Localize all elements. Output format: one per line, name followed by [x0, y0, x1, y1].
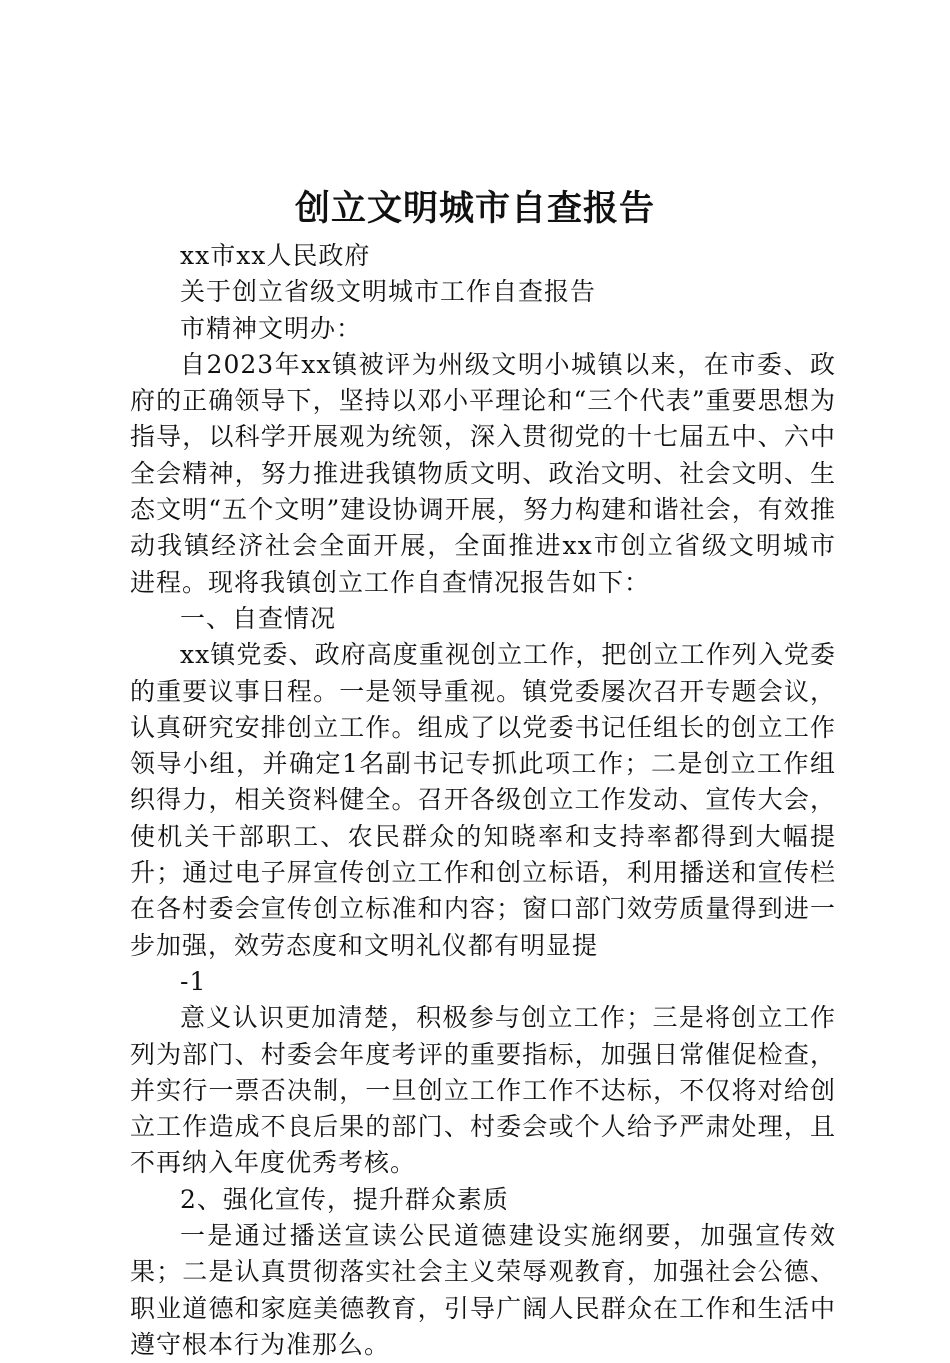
paragraph-continuation: 意义认识更加清楚，积极参与创立工作；三是将创立工作列为部门、村委会年度考评的重要指标，加强日常催促检查，并实行一票否决制，一旦创立工作工作不达标，不仅将对给创立工作造成不良后果的部门、村委会或个人给予严肃处理，且不再纳入年度优秀考核。 [130, 1003, 836, 1178]
paragraph-publicity: 一是通过播送宣读公民道德建设实施纲要，加强宣传效果；二是认真贯彻落实社会主义荣辱观教育，加强社会公德、职业道德和家庭美德教育，引导广阔人民群众在工作和生活中遵守根本行为准那么。 [130, 1221, 836, 1359]
page-number: -1 [180, 966, 207, 996]
paragraph-subject: 关于创立省级文明城市工作自查报告 [180, 277, 597, 307]
paragraph-sender: xx市xx人民政府 [180, 241, 371, 270]
document-title: 创立文明城市自查报告 [294, 188, 655, 229]
section-heading-publicity: 2、强化宣传，提升群众素质 [180, 1184, 509, 1214]
paragraph-self-check: xx镇党委、政府高度重视创立工作，把创立工作列入党委的重要议事日程。一是领导重视。镇党委屡次召开专题会议，认真研究安排创立工作。组成了以党委书记任组长的创立工作领导小组，并确定1名副书记专抓此项工作；二是创立工作组织得力，相关资料健全。召开各级创立工作发动、宣传大会，使机关干部职工、农民群众的知晓率和支持率都得到大幅提升；通过电子屏宣传创立工作和创立标语，利用播送和宣传栏在各村委会宣传创立标准和内容；窗口部门效劳质量得到进一步加强，效劳态度和文明礼仪都有明显提 [130, 640, 836, 960]
paragraph-intro: 自2023年xx镇被评为州级文明小城镇以来，在市委、政府的正确领导下，坚持以邓小平理论和“三个代表”重要思想为指导，以科学开展观为统领，深入贯彻党的十七届五中、六中全会精神，努力推进我镇物质文明、政治文明、社会文明、生态文明“五个文明”建设协调开展，努力构建和谐社会，有效推动我镇经济社会全面开展，全面推进xx市创立省级文明城市进程。现将我镇创立工作自查情况报告如下： [130, 349, 836, 597]
paragraph-recipient: 市精神文明办： [180, 313, 363, 343]
section-heading-self-check: 一、自查情况 [180, 603, 337, 633]
document-body [130, 238, 836, 1363]
